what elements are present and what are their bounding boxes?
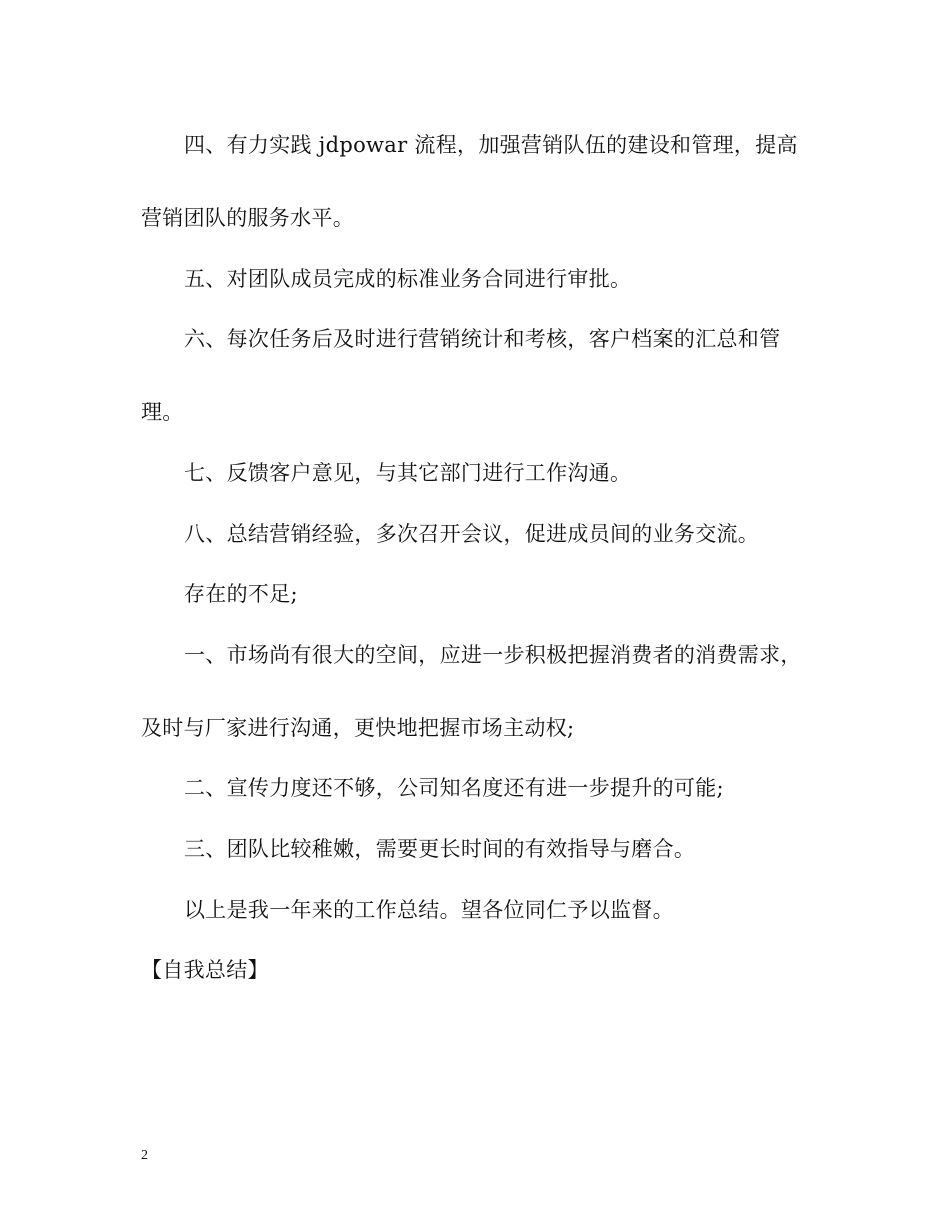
page-number: 2: [141, 1148, 148, 1163]
paragraph-line: 及时与厂家进行沟通，更快地把握市场主动权;: [141, 716, 575, 740]
section-heading: 存在的不足;: [184, 582, 298, 606]
paragraph-line: 二、宣传力度还不够，公司知名度还有进一步提升的可能;: [184, 776, 724, 800]
paragraph-line: 五、对团队成员完成的标准业务合同进行审批。: [184, 267, 632, 291]
paragraph-line: 六、每次任务后及时进行营销统计和考核，客户档案的汇总和管: [184, 327, 781, 351]
paragraph-line: 八、总结营销经验，多次召开会议，促进成员间的业务交流。: [184, 522, 760, 546]
paragraph-line: 一、市场尚有很大的空间，应进一步积极把握消费者的消费需求，: [184, 643, 802, 667]
paragraph-line: 理。: [141, 400, 184, 424]
paragraph-line: 营销团队的服务水平。: [141, 206, 354, 230]
section-title: 【自我总结】: [141, 958, 269, 982]
paragraph-line: 三、团队比较稚嫩，需要更长时间的有效指导与磨合。: [184, 837, 696, 861]
paragraph-line: 以上是我一年来的工作总结。望各位同仁予以监督。: [184, 898, 674, 922]
paragraph-line: 四、有力实践 jdpowar 流程，加强营销队伍的建设和管理，提高: [184, 133, 798, 157]
paragraph-line: 七、反馈客户意见，与其它部门进行工作沟通。: [184, 461, 632, 485]
